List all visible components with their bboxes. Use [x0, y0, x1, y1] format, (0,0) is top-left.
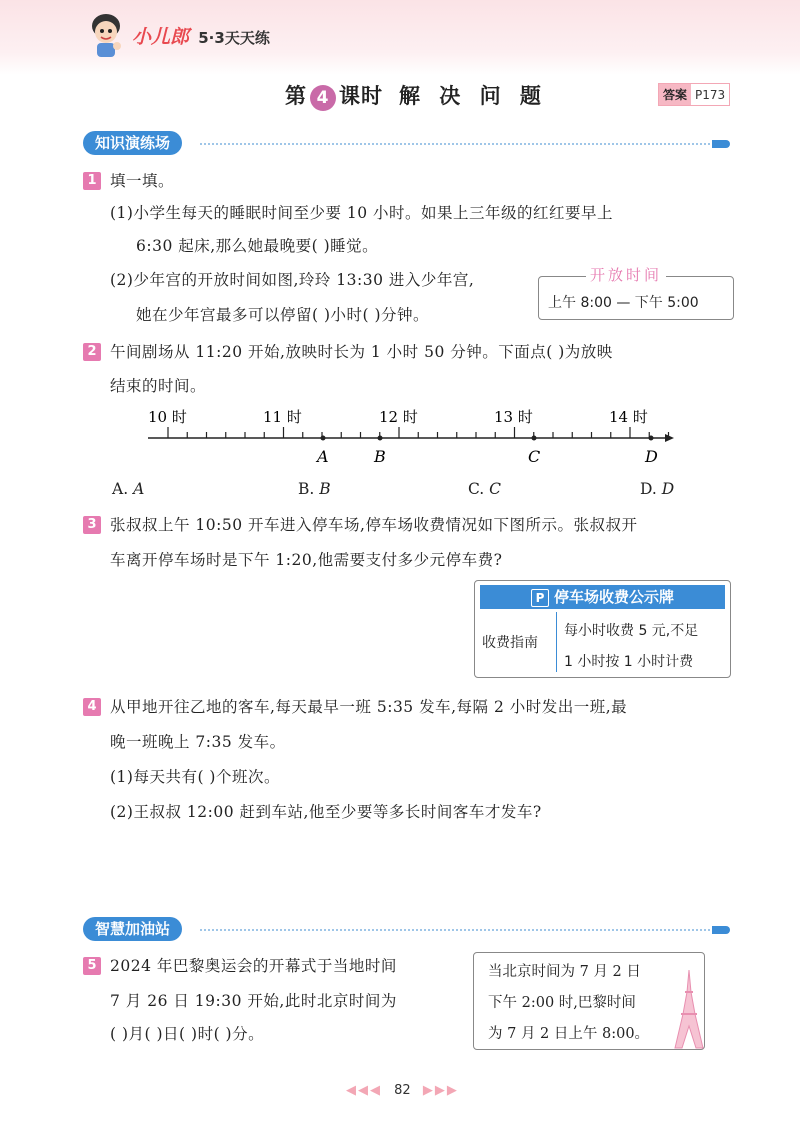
choice-letter: B.	[298, 480, 315, 498]
pen-icon	[712, 140, 730, 148]
pen-icon	[712, 926, 730, 934]
time-note-line3: 为 7 月 2 日上午 8:00。	[488, 1026, 650, 1042]
question-number: 1	[83, 172, 101, 190]
point-label: A	[317, 447, 329, 466]
hour-label: 10 时	[148, 408, 187, 426]
page-footer	[346, 1083, 459, 1098]
point-label: D	[645, 447, 658, 466]
parking-sign-divider	[556, 612, 557, 672]
eiffel-tower-icon	[672, 968, 706, 1050]
parking-sign-label: 收费指南	[482, 635, 538, 651]
page-number: 82	[394, 1083, 411, 1098]
choice-c[interactable]	[468, 480, 501, 498]
section-practice-label: 知识演练场	[83, 131, 182, 155]
point-a-dot	[321, 436, 326, 441]
brand	[132, 22, 270, 49]
point-d-dot	[649, 436, 654, 441]
time-note-line1: 当北京时间为 7 月 2 日	[488, 964, 641, 980]
arrow-right-icon: ▶▶▶	[422, 1083, 459, 1098]
hour-label: 11 时	[263, 408, 302, 426]
q4-part1: (1)每天共有( )个班次。	[110, 768, 280, 786]
parking-sign-header	[480, 585, 725, 609]
time-note-line2: 下午 2:00 时,巴黎时间	[488, 995, 636, 1011]
parking-sign-rule1: 每小时收费 5 元,不足	[564, 623, 699, 639]
point-label: C	[528, 447, 541, 466]
q1-part2-line2: 她在少年宫最多可以停留( )小时( )分钟。	[136, 306, 430, 324]
parking-sign-rule2: 1 小时按 1 小时计费	[564, 654, 694, 670]
brand-series: 5·3天天练	[198, 29, 270, 47]
q2-line1: 午间剧场从 11:20 开始,放映时长为 1 小时 50 分钟。下面点( )为放映	[110, 343, 613, 361]
q4-part2: (2)王叔叔 12:00 赶到车站,他至少要等多长时间客车才发车?	[110, 803, 542, 821]
point-label: B	[374, 447, 386, 466]
lesson-suffix: 课时	[339, 84, 383, 108]
choice-value: A	[133, 480, 145, 498]
choice-b[interactable]	[298, 480, 331, 498]
opening-hours-title: 开放时间	[586, 264, 666, 285]
choice-d[interactable]	[640, 480, 674, 498]
q1-part1-line2: 6:30 起床,那么她最晚要( )睡觉。	[136, 237, 379, 255]
number-line	[140, 405, 680, 475]
hour-label: 13 时	[494, 408, 533, 426]
q5-line2: 7 月 26 日 19:30 开始,此时北京时间为	[110, 992, 397, 1010]
parking-icon: P	[531, 589, 549, 607]
q5-line3: ( )月( )日( )时( )分。	[110, 1025, 265, 1043]
q1-part2-line1: (2)少年宫的开放时间如图,玲玲 13:30 进入少年宫,	[110, 271, 475, 289]
hour-label: 12 时	[379, 408, 418, 426]
mascot-icon	[86, 10, 126, 58]
answer-label: 答案	[659, 84, 691, 105]
number-line-ticks	[168, 427, 669, 438]
arrow-left-icon: ◀◀◀	[346, 1083, 382, 1098]
point-b-dot	[378, 436, 383, 441]
section-divider	[200, 929, 710, 931]
answer-page: P173	[695, 88, 726, 102]
page-title	[285, 80, 547, 111]
q1-part1-line1: (1)小学生每天的睡眠时间至少要 10 小时。如果上三年级的红红要早上	[110, 204, 614, 222]
point-c-dot	[532, 436, 537, 441]
question-number: 3	[83, 516, 101, 534]
lesson-prefix: 第	[285, 84, 307, 108]
choice-a[interactable]	[112, 480, 144, 498]
question-number: 5	[83, 957, 101, 975]
q1-title: 填一填。	[110, 172, 175, 190]
lesson-number: 4	[310, 85, 336, 111]
parking-sign-title: 停车场收费公示牌	[553, 588, 674, 606]
q4-line1: 从甲地开往乙地的客车,每天最早一班 5:35 发车,每隔 2 小时发出一班,最	[110, 698, 628, 716]
q2-line2: 结束的时间。	[110, 377, 207, 395]
hour-label: 14 时	[609, 408, 648, 426]
answer-tag	[658, 83, 730, 106]
question-number: 4	[83, 698, 101, 716]
q5-line1: 2024 年巴黎奥运会的开幕式于当地时间	[110, 957, 397, 975]
choice-value: C	[489, 480, 502, 498]
choice-letter: A.	[112, 480, 129, 498]
brand-logo: 小儿郎	[132, 26, 190, 48]
number-line-arrow	[665, 434, 674, 442]
section-bonus-label: 智慧加油站	[83, 917, 182, 941]
opening-hours-time: 上午 8:00 — 下午 5:00	[548, 295, 699, 311]
section-divider	[200, 143, 710, 145]
choice-value: B	[319, 480, 331, 498]
q4-line2: 晚一班晚上 7:35 发车。	[110, 733, 286, 751]
question-number: 2	[83, 343, 101, 361]
lesson-topic: 解 决 问 题	[399, 84, 547, 108]
q3-line2: 车离开停车场时是下午 1:20,他需要支付多少元停车费?	[110, 551, 503, 569]
choice-letter: D.	[640, 480, 657, 498]
choice-value: D	[661, 480, 675, 498]
q3-line1: 张叔叔上午 10:50 开车进入停车场,停车场收费情况如下图所示。张叔叔开	[110, 516, 638, 534]
choice-letter: C.	[468, 480, 485, 498]
